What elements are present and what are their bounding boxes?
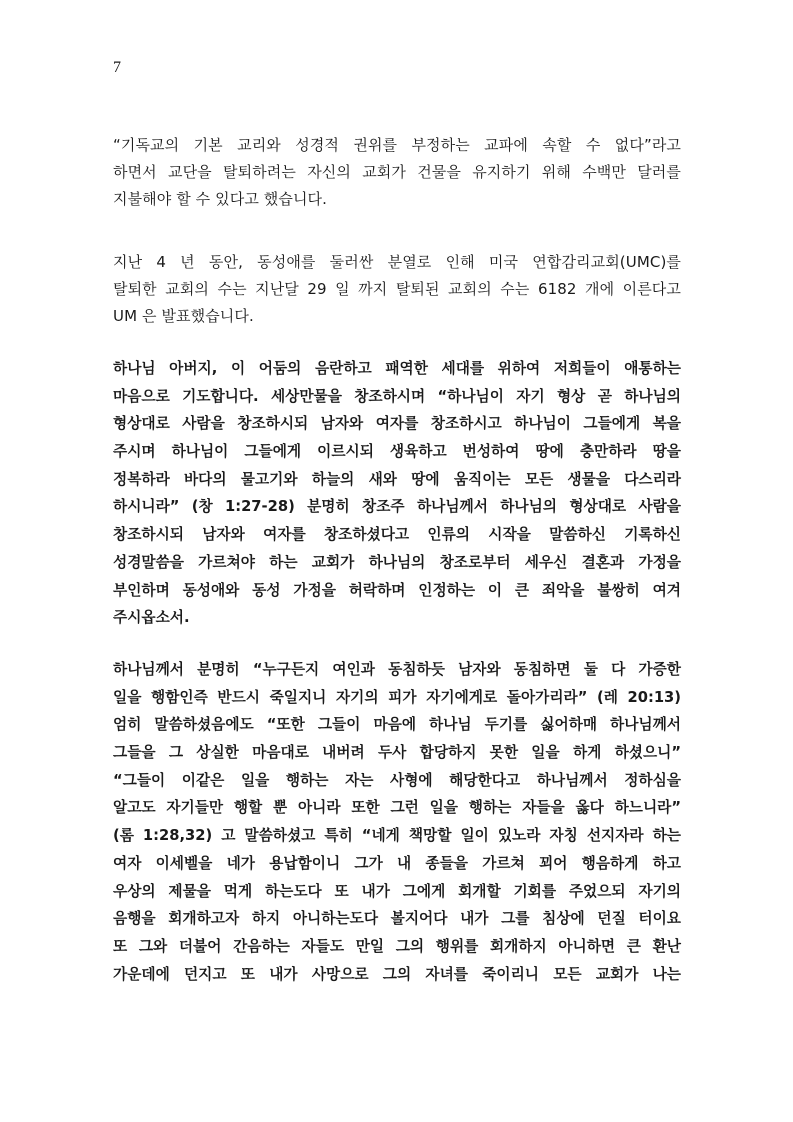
text-line: “그들이 이같은 일을 행하는 자는 사형에 해당한다고 하나님께서 정하심을 bbox=[113, 771, 681, 789]
text-line: 하나님께서 분명히 “누구든지 여인과 동침하듯 남자와 동침하면 둘 다 가증한 bbox=[113, 661, 681, 678]
text-line: 정복하라 바다의 물고기와 하늘의 새와 땅에 움직이는 모든 생물을 다스리라 bbox=[113, 470, 681, 488]
text-line: 성경말씀을 가르쳐야 하는 교회가 하나님의 창조로부터 세우신 결혼과 가정을 bbox=[113, 553, 681, 571]
text-line: 여자 이세벨을 네가 용납함이니 그가 내 종들을 가르쳐 꾀어 행음하게 하고 bbox=[113, 854, 681, 872]
text-line: 음행을 회개하고자 하지 아니하는도다 볼지어다 내가 그를 침상에 던질 터이요 bbox=[113, 910, 681, 928]
text-line: 주시며 하나님이 그들에게 이르시되 생육하고 번성하여 땅에 충만하라 땅을 bbox=[113, 443, 681, 461]
text-line: (롬 1:28,32) 고 말씀하셨고 특히 “네게 책망할 일이 있노라 자칭 선지자라 하는 bbox=[113, 827, 681, 845]
paragraph-1 bbox=[113, 132, 681, 213]
text-line: 지불해야 할 수 있다고 했습니다. bbox=[113, 190, 328, 208]
page-number: 7 bbox=[113, 59, 121, 76]
text-line: 우상의 제물을 먹게 하는도다 또 내가 그에게 회개할 기회를 주었으되 자기의 bbox=[113, 882, 681, 900]
text-line: 주시옵소서. bbox=[113, 609, 190, 627]
prayer-paragraph-1 bbox=[113, 355, 681, 632]
text-line: 또 그와 더불어 간음하는 자들도 만일 그의 행위를 회개하지 아니하면 큰 환난 bbox=[113, 937, 681, 955]
text-line: 엄히 말씀하셨음에도 “또한 그들이 마음에 하나님 두기를 싫어하매 하나님께서 bbox=[113, 716, 681, 734]
text-line: 형상대로 사람을 창조하시되 남자와 여자를 창조하시고 하나님이 그들에게 복을 bbox=[113, 415, 681, 433]
text-line: UM 은 발표했습니다. bbox=[113, 307, 254, 325]
text-line: 창조하시되 남자와 여자를 창조하셨다고 인류의 시작을 말씀하신 기록하신 bbox=[113, 526, 681, 544]
text-line: 마음으로 기도합니다. 세상만물을 창조하시며 “하나님이 자기 형상 곧 하나님의 bbox=[113, 387, 681, 405]
text-line: 그들을 그 상실한 마음대로 내버려 두사 합당하지 못한 일을 하게 하셨으니” bbox=[113, 744, 681, 762]
text-line: “기독교의 기본 교리와 성경적 권위를 부정하는 교파에 속할 수 없다”라고 bbox=[113, 136, 681, 154]
text-line: 탈퇴한 교회의 수는 지난달 29 일 까지 탈퇴된 교회의 수는 6182 개에 이른다고 bbox=[113, 280, 681, 298]
text-line: 알고도 자기들만 행할 뿐 아니라 또한 그런 일을 행하는 자들을 옳다 하느니라” bbox=[113, 799, 681, 817]
prayer-paragraph-2 bbox=[113, 656, 681, 988]
text-line: 부인하며 동성애와 동성 가정을 허락하며 인정하는 이 큰 죄악을 불쌍히 여겨 bbox=[113, 581, 681, 599]
text-line: 일을 행함인즉 반드시 죽일지니 자기의 피가 자기에게로 돌아가리라” (레 20:13) bbox=[113, 688, 681, 706]
text-line: 하나님 아버지, 이 어둠의 음란하고 패역한 세대를 위하여 저희들이 애통하는 bbox=[113, 360, 681, 377]
text-line: 하면서 교단을 탈퇴하려는 자신의 교회가 건물을 유지하기 위해 수백만 달러를 bbox=[113, 163, 681, 181]
paragraph-2 bbox=[113, 249, 681, 330]
text-line: 하시니라” (창 1:27-28) 분명히 창조주 하나님께서 하나님의 형상대로 사람을 bbox=[113, 498, 681, 516]
text-line: 가운데에 던지고 또 내가 사망으로 그의 자녀를 죽이리니 모든 교회가 나는 bbox=[113, 965, 681, 983]
text-line: 지난 4 년 동안, 동성애를 둘러싼 분열로 인해 미국 연합감리교회(UMC)를 bbox=[113, 253, 681, 271]
